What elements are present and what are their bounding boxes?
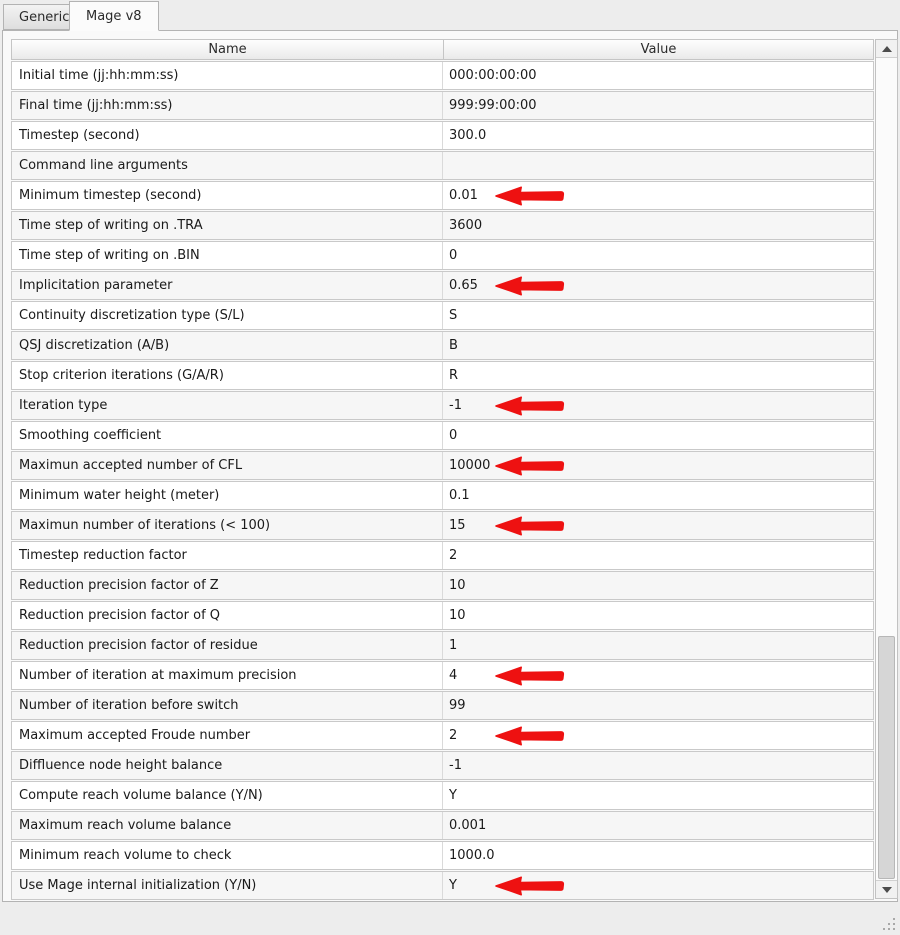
param-value-text: 3600 — [449, 218, 483, 233]
param-name: Command line arguments — [12, 152, 443, 179]
param-value-text: 1000.0 — [449, 848, 495, 863]
param-name: Minimum timestep (second) — [12, 182, 443, 209]
table-header — [11, 39, 874, 60]
param-value-text: S — [449, 308, 458, 323]
param-value-text: 0 — [449, 428, 458, 443]
scroll-down-icon — [882, 887, 892, 893]
table-row[interactable] — [11, 601, 874, 630]
param-value[interactable] — [443, 602, 873, 629]
table-row[interactable] — [11, 61, 874, 90]
param-value[interactable] — [443, 182, 873, 209]
param-name: Minimum water height (meter) — [12, 482, 443, 509]
param-name: QSJ discretization (A/B) — [12, 332, 443, 359]
table-row[interactable] — [11, 331, 874, 360]
table-row[interactable] — [11, 181, 874, 210]
param-value-text: 000:00:00:00 — [449, 68, 537, 83]
column-header-value[interactable]: Value — [444, 39, 874, 60]
param-value[interactable] — [443, 662, 873, 689]
param-value-text: -1 — [449, 758, 462, 773]
param-name: Compute reach volume balance (Y/N) — [12, 782, 443, 809]
param-value-text: 300.0 — [449, 128, 487, 143]
param-value-text: B — [449, 338, 458, 353]
param-value-text: 2 — [449, 548, 458, 563]
table-row[interactable] — [11, 541, 874, 570]
param-value[interactable] — [443, 542, 873, 569]
param-name: Time step of writing on .TRA — [12, 212, 443, 239]
param-value[interactable] — [443, 392, 873, 419]
table-row[interactable] — [11, 301, 874, 330]
param-value[interactable] — [443, 722, 873, 749]
param-value-text: 2 — [449, 728, 458, 743]
param-value-text: 4 — [449, 668, 458, 683]
scroll-down-button[interactable] — [876, 880, 897, 898]
table-row[interactable] — [11, 211, 874, 240]
table-row[interactable] — [11, 121, 874, 150]
param-value[interactable] — [443, 212, 873, 239]
tab-mage-v8[interactable] — [69, 1, 159, 31]
param-value-text: Y — [449, 788, 457, 803]
param-name: Stop criterion iterations (G/A/R) — [12, 362, 443, 389]
param-name: Continuity discretization type (S/L) — [12, 302, 443, 329]
resize-grip[interactable] — [881, 916, 896, 931]
parameters-table — [11, 39, 874, 901]
table-row[interactable] — [11, 781, 874, 810]
param-value[interactable] — [443, 92, 873, 119]
param-value-text: 0 — [449, 248, 458, 263]
param-value[interactable] — [443, 302, 873, 329]
param-value-text: -1 — [449, 398, 462, 413]
param-value[interactable] — [443, 452, 873, 479]
scrollbar-thumb[interactable] — [878, 636, 895, 879]
table-row[interactable] — [11, 871, 874, 900]
arrow-annotation — [495, 396, 565, 416]
table-row[interactable] — [11, 241, 874, 270]
param-value[interactable] — [443, 332, 873, 359]
parameters-panel — [2, 30, 898, 902]
param-value[interactable] — [443, 482, 873, 509]
param-name: Minimum reach volume to check — [12, 842, 443, 869]
param-name: Maximum accepted Froude number — [12, 722, 443, 749]
table-row[interactable] — [11, 841, 874, 870]
param-name: Reduction precision factor of Q — [12, 602, 443, 629]
param-value-text: Y — [449, 878, 457, 893]
param-value[interactable] — [443, 272, 873, 299]
arrow-annotation — [495, 276, 565, 296]
scroll-up-icon — [882, 46, 892, 52]
param-name: Maximun accepted number of CFL — [12, 452, 443, 479]
table-row[interactable] — [11, 721, 874, 750]
param-value-text: 10 — [449, 608, 466, 623]
param-name: Iteration type — [12, 392, 443, 419]
param-value-text: 0.65 — [449, 278, 478, 293]
param-name: Initial time (jj:hh:mm:ss) — [12, 62, 443, 89]
param-value[interactable] — [443, 62, 873, 89]
param-name: Number of iteration before switch — [12, 692, 443, 719]
arrow-annotation — [495, 516, 565, 536]
param-name: Reduction precision factor of residue — [12, 632, 443, 659]
arrow-annotation — [495, 666, 565, 686]
param-value-text: 0.1 — [449, 488, 470, 503]
param-value-text: 0.001 — [449, 818, 487, 833]
param-value[interactable] — [443, 362, 873, 389]
status-bar — [0, 902, 900, 935]
scroll-up-button[interactable] — [876, 40, 897, 58]
table-row[interactable] — [11, 661, 874, 690]
param-value[interactable] — [443, 782, 873, 809]
arrow-annotation — [495, 726, 565, 746]
param-value-text: R — [449, 368, 459, 383]
param-value-text: 99 — [449, 698, 466, 713]
table-row[interactable] — [11, 511, 874, 540]
param-name: Maximum reach volume balance — [12, 812, 443, 839]
param-name: Use Mage internal initialization (Y/N) — [12, 872, 443, 899]
tab-mage-v8-label: Mage v8 — [86, 8, 142, 24]
param-value-text: 10000 — [449, 458, 491, 473]
param-name: Maximun number of iterations (< 100) — [12, 512, 443, 539]
param-value[interactable] — [443, 842, 873, 869]
table-row[interactable] — [11, 151, 874, 180]
param-name: Timestep reduction factor — [12, 542, 443, 569]
param-name: Timestep (second) — [12, 122, 443, 149]
param-value[interactable] — [443, 512, 873, 539]
param-value-text: 1 — [449, 638, 458, 653]
table-row[interactable] — [11, 751, 874, 780]
param-value[interactable] — [443, 122, 873, 149]
param-name: Diffluence node height balance — [12, 752, 443, 779]
param-value[interactable] — [443, 242, 873, 269]
table-row[interactable] — [11, 391, 874, 420]
table-row[interactable] — [11, 361, 874, 390]
param-value[interactable] — [443, 152, 873, 179]
param-value-text: 15 — [449, 518, 466, 533]
param-name: Final time (jj:hh:mm:ss) — [12, 92, 443, 119]
param-value[interactable] — [443, 692, 873, 719]
arrow-annotation — [495, 186, 565, 206]
param-value-text: 999:99:00:00 — [449, 98, 537, 113]
vertical-scrollbar[interactable] — [875, 39, 898, 899]
tab-bar — [0, 0, 900, 30]
column-header-name[interactable]: Name — [11, 39, 444, 60]
table-row[interactable] — [11, 271, 874, 300]
table-row[interactable] — [11, 691, 874, 720]
param-name: Reduction precision factor of Z — [12, 572, 443, 599]
param-value-text: 0.01 — [449, 188, 478, 203]
table-row[interactable] — [11, 421, 874, 450]
table-body — [11, 61, 874, 900]
param-value-text: 10 — [449, 578, 466, 593]
param-value[interactable] — [443, 632, 873, 659]
arrow-annotation — [495, 456, 565, 476]
table-row[interactable] — [11, 481, 874, 510]
param-value[interactable] — [443, 752, 873, 779]
param-value[interactable] — [443, 812, 873, 839]
param-name: Number of iteration at maximum precision — [12, 662, 443, 689]
table-row[interactable] — [11, 91, 874, 120]
tab-generic-label: Generic — [19, 9, 70, 25]
table-row[interactable] — [11, 631, 874, 660]
table-row[interactable] — [11, 811, 874, 840]
param-name: Implicitation parameter — [12, 272, 443, 299]
param-value[interactable] — [443, 872, 873, 899]
table-row[interactable] — [11, 451, 874, 480]
param-value[interactable] — [443, 422, 873, 449]
table-row[interactable] — [11, 571, 874, 600]
param-value[interactable] — [443, 572, 873, 599]
arrow-annotation — [495, 876, 565, 896]
param-name: Smoothing coefficient — [12, 422, 443, 449]
param-name: Time step of writing on .BIN — [12, 242, 443, 269]
